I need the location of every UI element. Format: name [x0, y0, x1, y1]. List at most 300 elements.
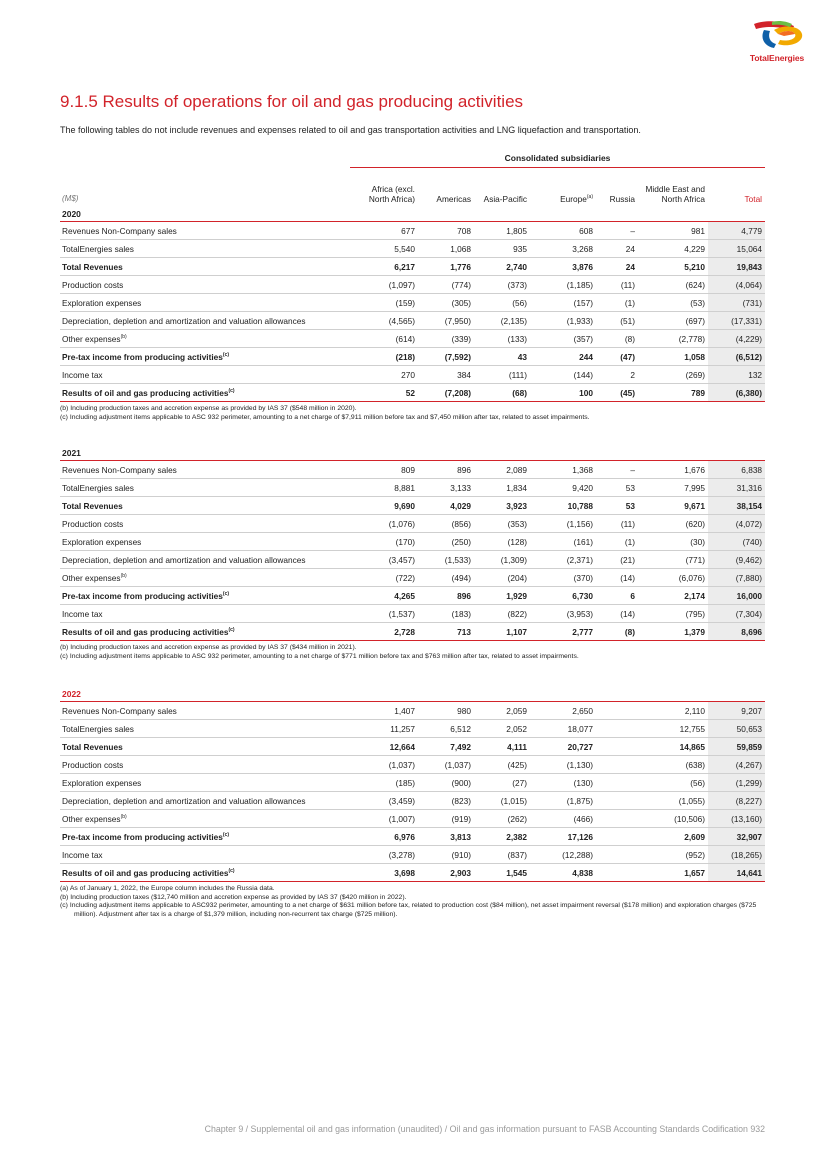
value-cell	[596, 774, 638, 792]
column-header	[60, 150, 765, 206]
value-cell: (3,459)	[350, 792, 418, 810]
value-cell: (774)	[418, 276, 474, 294]
value-cell: 24	[596, 240, 638, 258]
value-cell: (1,015)	[474, 792, 530, 810]
total-cell: 38,154	[708, 497, 765, 515]
value-cell: 53	[596, 497, 638, 515]
total-cell: 50,653	[708, 720, 765, 738]
value-cell: (620)	[638, 515, 708, 533]
table-row	[60, 294, 765, 312]
value-cell: (130)	[530, 774, 596, 792]
row-label-text: Income tax	[62, 849, 103, 860]
value-cell	[596, 864, 638, 882]
row-label	[60, 738, 350, 756]
value-cell: 2,740	[474, 258, 530, 276]
value-cell: 3,133	[418, 479, 474, 497]
value-cell: (771)	[638, 551, 708, 569]
row-label-text: TotalEnergies sales	[62, 723, 134, 734]
value-cell: (425)	[474, 756, 530, 774]
total-cell: 6,838	[708, 461, 765, 479]
value-cell: 4,838	[530, 864, 596, 882]
value-cell	[596, 756, 638, 774]
value-cell: 1,107	[474, 623, 530, 641]
row-label-text: Pre-tax income from producing activities	[62, 831, 223, 842]
value-cell: 7,995	[638, 479, 708, 497]
col-europe	[530, 167, 596, 206]
row-label-text: Production costs	[62, 518, 124, 529]
row-label	[60, 569, 350, 587]
row-label	[60, 587, 350, 605]
row-label-text: Total Revenues	[62, 261, 123, 272]
value-cell: (357)	[530, 330, 596, 348]
row-label	[60, 774, 350, 792]
value-cell: 896	[418, 461, 474, 479]
row-label-text: Revenues Non-Company sales	[62, 705, 177, 716]
row-label	[60, 864, 350, 882]
row-label	[60, 792, 350, 810]
value-cell: 2,903	[418, 864, 474, 882]
value-cell: (697)	[638, 312, 708, 330]
value-cell: (1,309)	[474, 551, 530, 569]
col-asia-pacific: Asia-Pacific	[483, 194, 527, 204]
row-label-text: Exploration expenses	[62, 297, 142, 308]
value-cell: (3,457)	[350, 551, 418, 569]
table-row	[60, 846, 765, 864]
value-cell: (305)	[418, 294, 474, 312]
value-cell: (638)	[638, 756, 708, 774]
table-row	[60, 792, 765, 810]
row-label-text: Depreciation, depletion and amortization and valuation allowances	[62, 554, 306, 565]
row-label	[60, 312, 350, 330]
total-cell: 15,064	[708, 240, 765, 258]
value-cell: 3,923	[474, 497, 530, 515]
section-title: 9.1.5 Results of operations for oil and gas producing activities	[60, 92, 524, 111]
footnote-ref: (c)	[228, 626, 235, 633]
col-total: Total	[744, 194, 763, 204]
value-cell: 5,210	[638, 258, 708, 276]
value-cell: 1,776	[418, 258, 474, 276]
total-cell: (6,512)	[708, 348, 765, 366]
intro-text: The following tables do not include revenues and expenses related to oil and gas transportation activities and LNG liquefaction and transportation.	[60, 125, 641, 135]
unit-label: (M$)	[62, 194, 79, 203]
total-cell: 4,779	[708, 222, 765, 240]
value-cell: (1,533)	[418, 551, 474, 569]
value-cell: 12,755	[638, 720, 708, 738]
value-cell: (30)	[638, 533, 708, 551]
table-row	[60, 828, 765, 846]
value-cell: 7,492	[418, 738, 474, 756]
value-cell: 981	[638, 222, 708, 240]
footnote-ref: (b)	[120, 333, 127, 340]
value-cell	[596, 846, 638, 864]
value-cell	[596, 810, 638, 828]
value-cell: 708	[418, 222, 474, 240]
value-cell: (269)	[638, 366, 708, 384]
value-cell: (466)	[530, 810, 596, 828]
value-cell: (170)	[350, 533, 418, 551]
value-cell: (1,875)	[530, 792, 596, 810]
value-cell: (159)	[350, 294, 418, 312]
footnote-ref: (c)	[228, 867, 235, 874]
value-cell: 53	[596, 479, 638, 497]
value-cell: 3,698	[350, 864, 418, 882]
table-row	[60, 587, 765, 605]
value-cell: 677	[350, 222, 418, 240]
value-cell: 270	[350, 366, 418, 384]
value-cell: 18,077	[530, 720, 596, 738]
table-row	[60, 720, 765, 738]
value-cell: (1,007)	[350, 810, 418, 828]
value-cell: (910)	[418, 846, 474, 864]
value-cell: (11)	[596, 515, 638, 533]
row-label	[60, 461, 350, 479]
table-row	[60, 330, 765, 348]
total-cell: (4,072)	[708, 515, 765, 533]
value-cell: (919)	[418, 810, 474, 828]
row-label-text: Other expenses	[62, 333, 121, 344]
totalenergies-logo	[744, 18, 810, 64]
total-cell: (17,331)	[708, 312, 765, 330]
value-cell: (837)	[474, 846, 530, 864]
value-cell: (856)	[418, 515, 474, 533]
group-header: Consolidated subsidiaries	[350, 150, 765, 167]
value-cell: (133)	[474, 330, 530, 348]
table-row	[60, 756, 765, 774]
footnote: (b) Including production taxes and accretion expense as provided by IAS 37 ($548 million in 2020).	[60, 405, 357, 412]
row-label-text: Pre-tax income from producing activities	[62, 351, 223, 362]
row-label-text: Revenues Non-Company sales	[62, 225, 177, 236]
row-label-text: Production costs	[62, 279, 124, 290]
value-cell	[596, 828, 638, 846]
value-cell: (2,135)	[474, 312, 530, 330]
total-cell: 8,696	[708, 623, 765, 641]
year-heading: 2022	[62, 689, 81, 699]
row-label	[60, 702, 350, 720]
row-label-text: Other expenses	[62, 813, 121, 824]
value-cell: 2,777	[530, 623, 596, 641]
value-cell: 1,805	[474, 222, 530, 240]
table-row	[60, 384, 765, 402]
value-cell: (1,130)	[530, 756, 596, 774]
value-cell: (53)	[638, 294, 708, 312]
footnotes	[60, 644, 765, 661]
value-cell: (373)	[474, 276, 530, 294]
row-label-text: Depreciation, depletion and amortization and valuation allowances	[62, 315, 306, 326]
value-cell: 2,728	[350, 623, 418, 641]
total-cell: (13,160)	[708, 810, 765, 828]
table-row	[60, 348, 765, 366]
row-label	[60, 366, 350, 384]
col-russia: Russia	[609, 194, 635, 204]
value-cell: (1,097)	[350, 276, 418, 294]
year-heading: 2020	[62, 209, 81, 219]
value-cell: (11)	[596, 276, 638, 294]
value-cell	[596, 738, 638, 756]
value-cell: 1,929	[474, 587, 530, 605]
row-label	[60, 828, 350, 846]
table-row	[60, 497, 765, 515]
value-cell: (56)	[638, 774, 708, 792]
value-cell: (722)	[350, 569, 418, 587]
total-cell: (7,304)	[708, 605, 765, 623]
value-cell: 2,052	[474, 720, 530, 738]
value-cell: 4,111	[474, 738, 530, 756]
value-cell: 12,664	[350, 738, 418, 756]
value-cell: 4,265	[350, 587, 418, 605]
value-cell: 43	[474, 348, 530, 366]
total-cell: 9,207	[708, 702, 765, 720]
value-cell: (2,778)	[638, 330, 708, 348]
value-cell: (6,076)	[638, 569, 708, 587]
row-label-text: Other expenses	[62, 572, 121, 583]
row-label-text: Total Revenues	[62, 741, 123, 752]
value-cell: 6,730	[530, 587, 596, 605]
value-cell: 11,257	[350, 720, 418, 738]
value-cell: 1,545	[474, 864, 530, 882]
value-cell: 2,059	[474, 702, 530, 720]
footnote: (c) Including adjustment items applicable to ASC 932 perimeter, amounting to a net charge of $771 million before tax and $763 million after tax, related to asset impairments.	[60, 652, 579, 660]
value-cell: (4,565)	[350, 312, 418, 330]
value-cell: 384	[418, 366, 474, 384]
value-cell: 9,690	[350, 497, 418, 515]
value-cell: 896	[418, 587, 474, 605]
value-cell: (900)	[418, 774, 474, 792]
value-cell: (14)	[596, 569, 638, 587]
row-label-text: Results of oil and gas producing activities	[62, 387, 229, 398]
value-cell: 100	[530, 384, 596, 402]
total-cell: (740)	[708, 533, 765, 551]
value-cell: (262)	[474, 810, 530, 828]
table-row	[60, 864, 765, 882]
row-label	[60, 348, 350, 366]
row-label	[60, 605, 350, 623]
value-cell: (14)	[596, 605, 638, 623]
value-cell: 2,110	[638, 702, 708, 720]
value-cell: (56)	[474, 294, 530, 312]
total-cell: (4,064)	[708, 276, 765, 294]
value-cell: (7,208)	[418, 384, 474, 402]
value-cell: (21)	[596, 551, 638, 569]
value-cell: (51)	[596, 312, 638, 330]
row-label-text: TotalEnergies sales	[62, 482, 134, 493]
value-cell: (952)	[638, 846, 708, 864]
value-cell: (353)	[474, 515, 530, 533]
row-label	[60, 533, 350, 551]
value-cell: 6,217	[350, 258, 418, 276]
value-cell: 980	[418, 702, 474, 720]
row-label	[60, 258, 350, 276]
row-label	[60, 623, 350, 641]
table-row	[60, 605, 765, 623]
value-cell: 789	[638, 384, 708, 402]
value-cell: (795)	[638, 605, 708, 623]
value-cell: (1,537)	[350, 605, 418, 623]
value-cell: (47)	[596, 348, 638, 366]
value-cell: 2,382	[474, 828, 530, 846]
value-cell: (8)	[596, 330, 638, 348]
value-cell: (614)	[350, 330, 418, 348]
value-cell: (183)	[418, 605, 474, 623]
total-cell: (8,227)	[708, 792, 765, 810]
row-label-text: Revenues Non-Company sales	[62, 464, 177, 475]
total-cell: 14,641	[708, 864, 765, 882]
page-footer: Chapter 9 / Supplemental oil and gas information (unaudited) / Oil and gas information pursuant to FASB Accounting Standards Codification 932	[204, 1124, 765, 1134]
footnote: (b) Including production taxes and accretion expense as provided by IAS 37 ($434 million in 2021).	[60, 644, 357, 651]
value-cell	[596, 792, 638, 810]
row-label	[60, 479, 350, 497]
row-label	[60, 294, 350, 312]
table-2021	[60, 446, 765, 661]
value-cell: 809	[350, 461, 418, 479]
value-cell: (250)	[418, 533, 474, 551]
total-cell: 16,000	[708, 587, 765, 605]
value-cell	[596, 720, 638, 738]
col-mena: Middle East and North Africa	[645, 184, 705, 204]
row-label	[60, 497, 350, 515]
value-cell: (157)	[530, 294, 596, 312]
table-2022	[60, 687, 765, 919]
value-cell: 2,650	[530, 702, 596, 720]
value-cell: (45)	[596, 384, 638, 402]
row-label	[60, 720, 350, 738]
row-label	[60, 551, 350, 569]
logo-mark-icon	[750, 18, 804, 50]
value-cell: (218)	[350, 348, 418, 366]
value-cell: 3,813	[418, 828, 474, 846]
table-row	[60, 533, 765, 551]
footnote-ref: (c)	[222, 590, 230, 597]
footnote: (b) Including production taxes ($12,740 million and accretion expense as provided by IAS 37 ($420 million in 2022).	[60, 893, 407, 901]
value-cell: (7,950)	[418, 312, 474, 330]
value-cell: –	[596, 222, 638, 240]
value-cell: 4,029	[418, 497, 474, 515]
value-cell: 20,727	[530, 738, 596, 756]
value-cell: 2	[596, 366, 638, 384]
value-cell: 14,865	[638, 738, 708, 756]
total-cell: (4,229)	[708, 330, 765, 348]
table-row	[60, 515, 765, 533]
value-cell: 5,540	[350, 240, 418, 258]
total-cell: 59,859	[708, 738, 765, 756]
total-cell: (6,380)	[708, 384, 765, 402]
value-cell: (12,288)	[530, 846, 596, 864]
row-label-text: Results of oil and gas producing activities	[62, 867, 229, 878]
table-row	[60, 240, 765, 258]
total-cell: 19,843	[708, 258, 765, 276]
value-cell: 2,174	[638, 587, 708, 605]
value-cell: 1,676	[638, 461, 708, 479]
value-cell: 1,834	[474, 479, 530, 497]
value-cell: 1,657	[638, 864, 708, 882]
table-row	[60, 276, 765, 294]
value-cell: 1,058	[638, 348, 708, 366]
table-row	[60, 774, 765, 792]
value-cell: 8,881	[350, 479, 418, 497]
row-label-text: Exploration expenses	[62, 536, 142, 547]
table-row	[60, 222, 765, 240]
value-cell: (1,037)	[350, 756, 418, 774]
value-cell: 52	[350, 384, 418, 402]
row-label-text: Pre-tax income from producing activities	[62, 590, 223, 601]
total-cell: (7,880)	[708, 569, 765, 587]
value-cell: –	[596, 461, 638, 479]
value-cell: (1)	[596, 294, 638, 312]
total-cell: (9,462)	[708, 551, 765, 569]
total-cell: (731)	[708, 294, 765, 312]
value-cell: 935	[474, 240, 530, 258]
value-cell: (624)	[638, 276, 708, 294]
row-label	[60, 276, 350, 294]
row-label	[60, 846, 350, 864]
total-cell: (1,299)	[708, 774, 765, 792]
total-cell: 32,907	[708, 828, 765, 846]
footnotes	[60, 405, 765, 422]
value-cell: 2,089	[474, 461, 530, 479]
value-cell	[596, 702, 638, 720]
value-cell: (1,933)	[530, 312, 596, 330]
value-cell: 17,126	[530, 828, 596, 846]
value-cell: 3,268	[530, 240, 596, 258]
total-cell: (4,267)	[708, 756, 765, 774]
footnote-ref: (b)	[120, 572, 127, 579]
row-label-text: Total Revenues	[62, 500, 123, 511]
total-cell: 132	[708, 366, 765, 384]
value-cell: (68)	[474, 384, 530, 402]
row-label	[60, 222, 350, 240]
value-cell: (823)	[418, 792, 474, 810]
year-heading: 2021	[62, 448, 81, 458]
value-cell: (185)	[350, 774, 418, 792]
value-cell: (370)	[530, 569, 596, 587]
footnote-ref: (c)	[222, 831, 230, 838]
value-cell: 608	[530, 222, 596, 240]
footnote-ref: (c)	[228, 387, 235, 394]
value-cell: 9,420	[530, 479, 596, 497]
value-cell: (128)	[474, 533, 530, 551]
value-cell: 10,788	[530, 497, 596, 515]
value-cell: (822)	[474, 605, 530, 623]
table-row	[60, 258, 765, 276]
value-cell: (1)	[596, 533, 638, 551]
value-cell: (1,156)	[530, 515, 596, 533]
value-cell: (1,076)	[350, 515, 418, 533]
table-row	[60, 479, 765, 497]
row-label	[60, 240, 350, 258]
value-cell: (1,185)	[530, 276, 596, 294]
value-cell: 1,379	[638, 623, 708, 641]
value-cell: (7,592)	[418, 348, 474, 366]
col-americas: Americas	[436, 194, 471, 204]
row-label	[60, 384, 350, 402]
table-row	[60, 461, 765, 479]
table-row	[60, 810, 765, 828]
col-africa: Africa (excl. North Africa)	[368, 184, 415, 204]
value-cell: (2,371)	[530, 551, 596, 569]
logo-text: TotalEnergies	[749, 53, 805, 63]
table-row	[60, 738, 765, 756]
value-cell: 713	[418, 623, 474, 641]
value-cell: 2,609	[638, 828, 708, 846]
row-label-text: Income tax	[62, 608, 103, 619]
row-label	[60, 756, 350, 774]
value-cell: 244	[530, 348, 596, 366]
total-cell: (18,265)	[708, 846, 765, 864]
footnote-ref: (b)	[120, 813, 127, 820]
row-label-text: Production costs	[62, 759, 124, 770]
table-row	[60, 312, 765, 330]
footnote: (c) Including adjustment items applicable to ASC 932 perimeter, amounting to a net charge of $7,911 million before tax and $7,450 million after tax, related to asset impairments.	[60, 413, 590, 421]
row-label-text: Depreciation, depletion and amortization and valuation allowances	[62, 795, 306, 806]
